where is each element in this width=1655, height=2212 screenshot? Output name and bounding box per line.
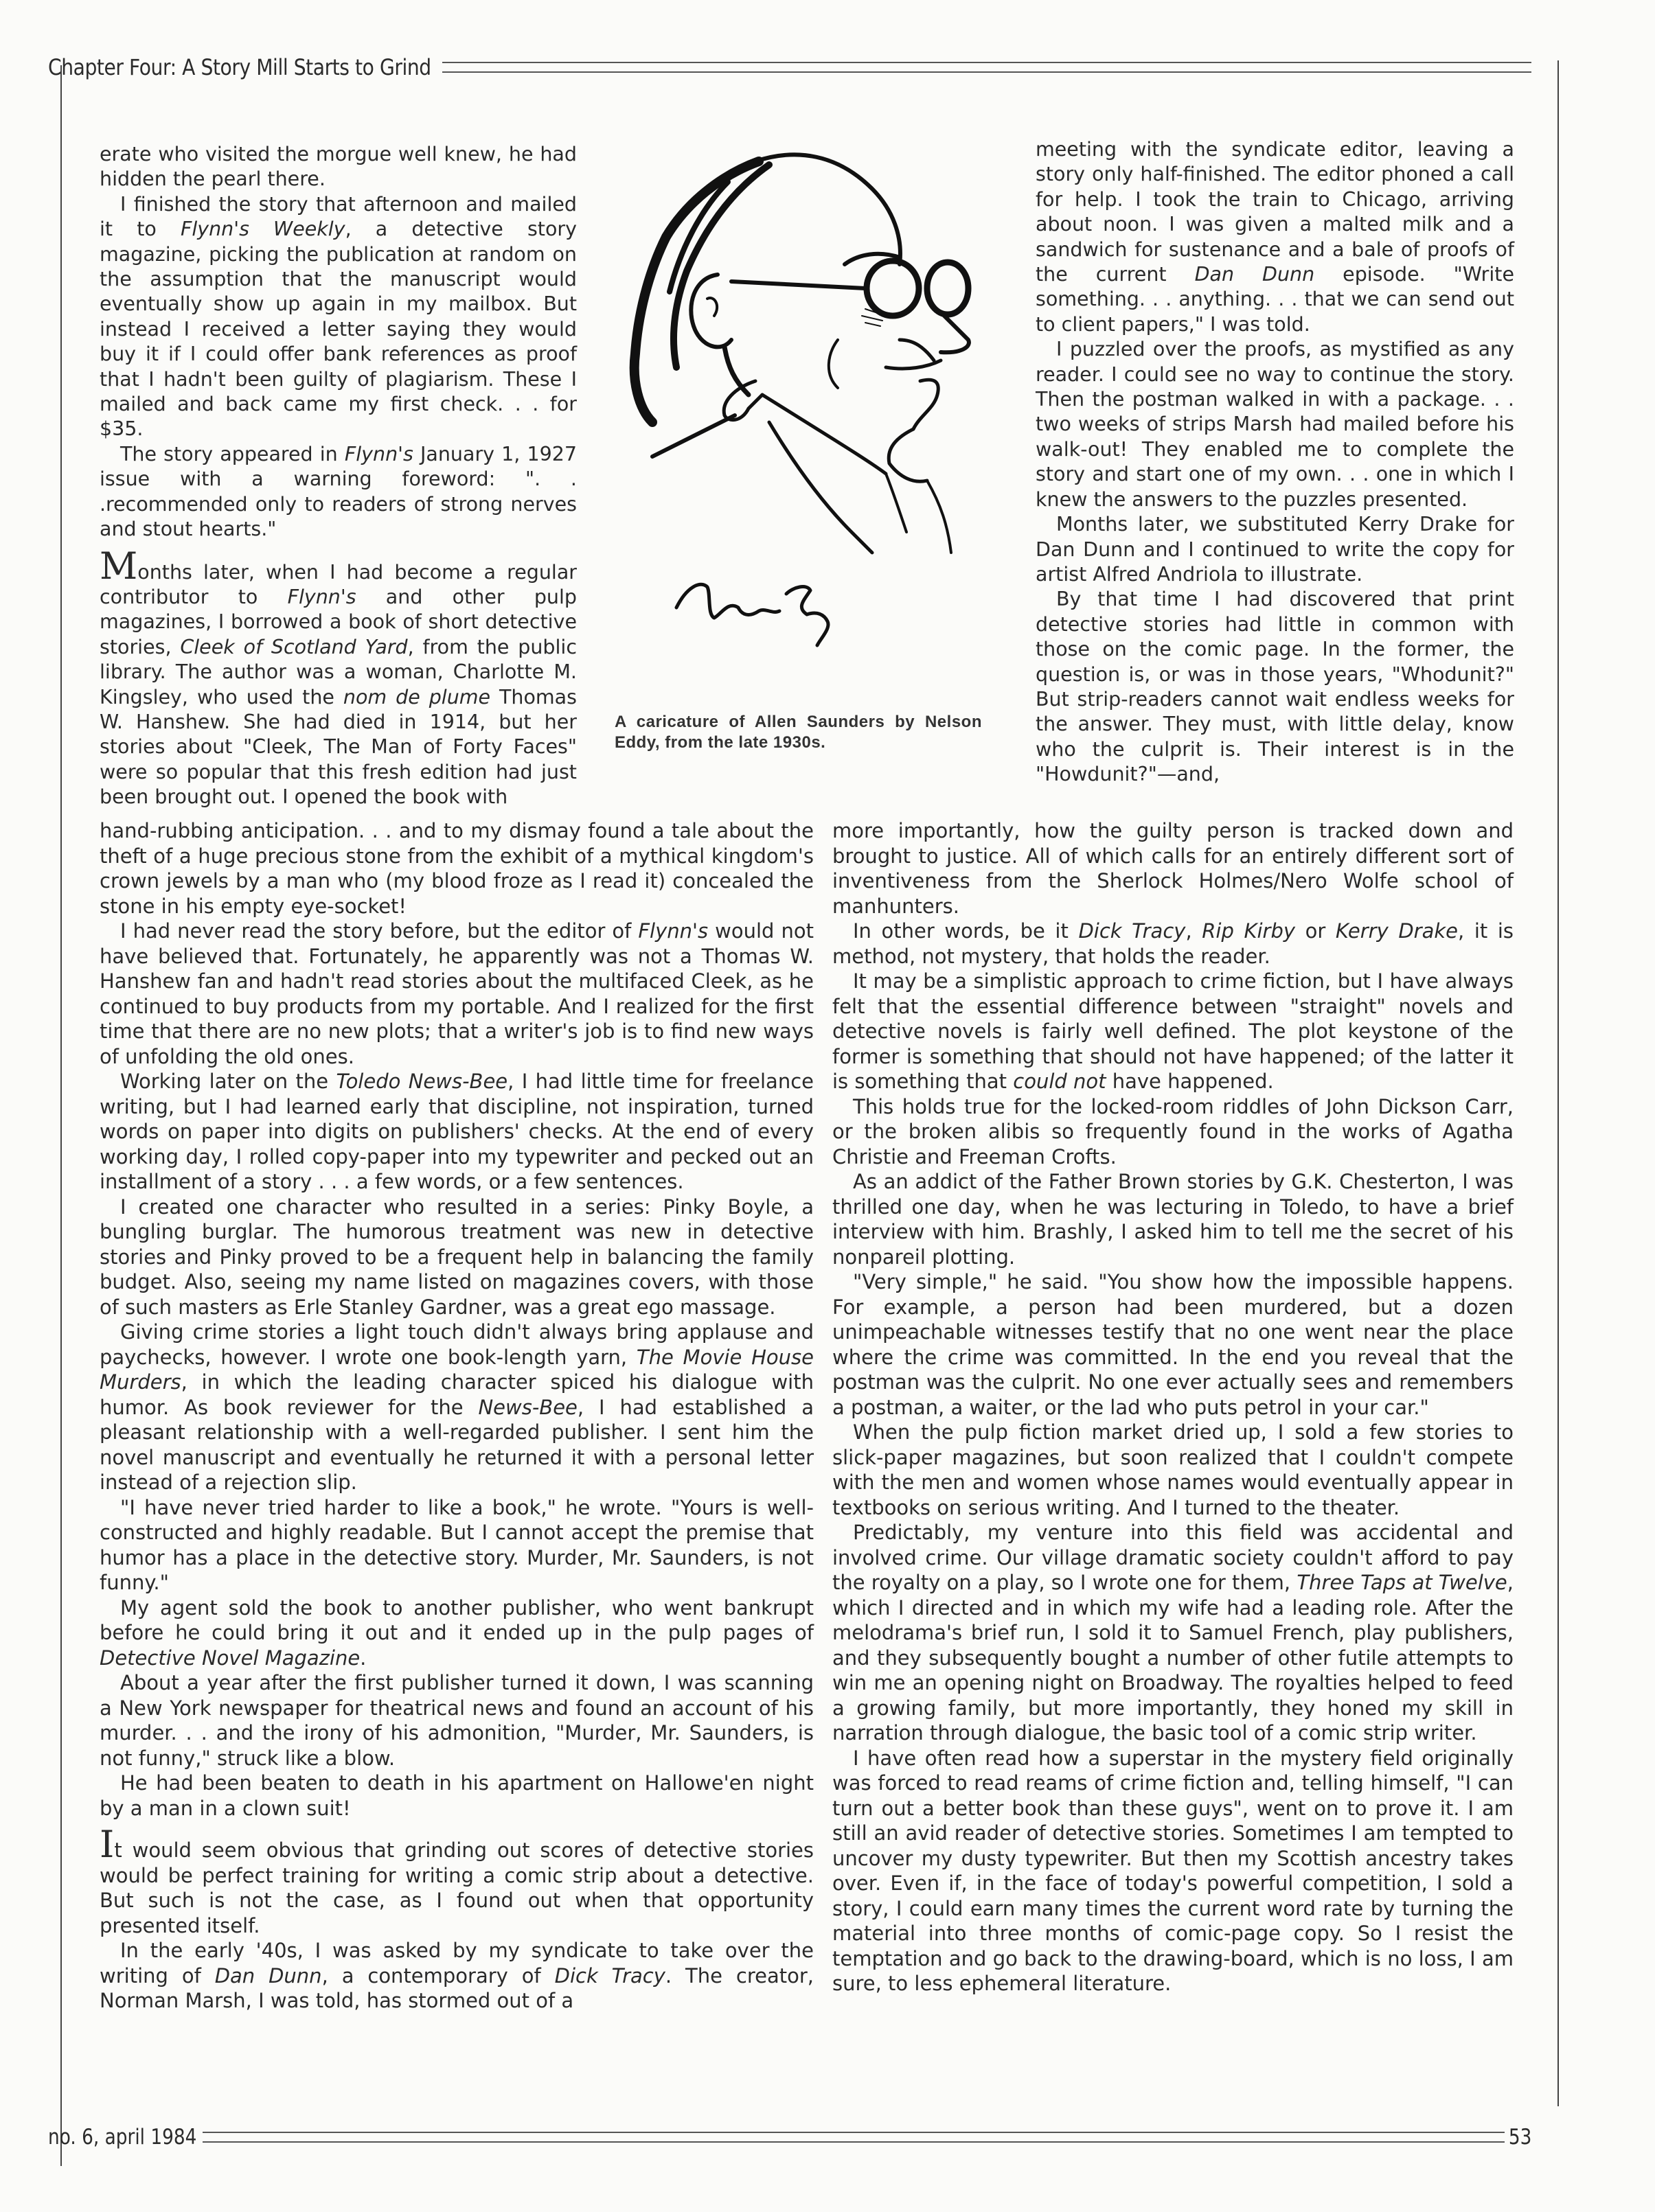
header-double-rule [442, 62, 1531, 73]
paragraph: He had been beaten to death in his apartment on Hallowe'en night by a man in a clown suit! [100, 1771, 814, 1820]
paragraph: My agent sold the book to another publisher, who went bankrupt before he could bring it out and it ended up in the pulp pages of Detective Novel Magazine. [100, 1595, 814, 1670]
right-margin-rule [1557, 60, 1559, 2106]
left-column-top [100, 142, 577, 810]
caricature-illustration [611, 134, 996, 697]
paragraph: meeting with the syndicate editor, leaving a story only half-finished. The editor phoned a call for help. I took the train to Chicago, arriving about noon. I was given a malted milk and a sandwich for sustenance and a bale of proofs of the current Dan Dunn episode. "Write something. . . anything. . . that we can send out to client papers," I was told. [1036, 138, 1515, 336]
running-footer [48, 2123, 1531, 2151]
issue-label: no. 6, april 1984 [48, 2125, 197, 2150]
figure-caption: A caricature of Allen Saunders by Nelson Eddy, from the late 1930s. [615, 713, 982, 752]
chapter-title: Chapter Four: A Story Mill Starts to Grind [48, 54, 431, 80]
paragraph: "I have never tried harder to like a book," he wrote. "Yours is well-constructed and highly readable. But I cannot accept the premise that humor has a place in the detective story. Murder, Mr. Saunders, is not funny." [100, 1495, 814, 1594]
paragraph: By that time I had discovered that print detective stories had little in common with those on the comic page. In the former, the question is, or was in those years, "Whodunit?" But strip-readers cannot wait endless weeks for the answer. They must, with little delay, know who the culprit is. Their interest is in the "Howdunit?"—and, [1036, 588, 1514, 786]
paragraph: It may be a simplistic approach to crime fiction, but I have always felt that the essential difference between "straight" novels and detective novels is fairly well defined. The plot keystone of the former is something that should not have happened; of the latter it is something that could not have happened. [832, 969, 1514, 1093]
paragraph: In the early '40s, I was asked by my syndicate to take over the writing of Dan Dunn, a contemporary of Dick Tracy. The creator, Norman Marsh, I was told, has stormed out of a [100, 1939, 814, 2012]
paragraph: Months later, we substituted Kerry Drake for Dan Dunn and I continued to write the copy for artist Alfred Andriola to illustrate. [1036, 513, 1514, 586]
paragraph: In other words, be it Dick Tracy, Rip Kirby or Kerry Drake, it is method, not mystery, that holds the reader. [832, 919, 1514, 968]
paragraph: I created one character who resulted in a series: Pinky Boyle, a bungling burglar. The humorous treatment was new in detective stories and Pinky proved to be a frequent help in balancing the family budget. Also, seeing my name listed on magazines covers, with those of such masters as Erle Stanley Gardner, was a great ego massage. [100, 1195, 814, 1319]
paragraph: The story appeared in Flynn's January 1, 1927 issue with a warning foreword: ". . .recommended only to readers of strong nerves and stout hearts." [100, 442, 577, 541]
paragraph: As an addict of the Father Brown stories by G.K. Chesterton, I was thrilled one day, when he was lecturing in Toledo, to have a brief interview with him. Brashly, I asked him to tell me the secret of his nonpareil plotting. [832, 1170, 1514, 1269]
paragraph: When the pulp fiction market dried up, I sold a few stories to slick-paper magazines, but soon realized that I couldn't compete with the men and women whose names would eventually appear in textbooks on serious writing. And I turned to the theater. [832, 1420, 1514, 1519]
paragraph: Working later on the Toledo News-Bee, I had little time for freelance writing, but I had learned early that discipline, not inspiration, turned words on paper into digits on publishers' checks. At the end of every working day, I rolled copy-paper into my typewriter and pecked out an installment of a story . . . a few words, or a few sentences. [100, 1070, 814, 1193]
paragraph: I have often read how a superstar in the mystery field originally was forced to read reams of crime fiction and, telling himself, "I can turn out a better book than these guys", went on to prove it. I am still an avid reader of detective stories. Sometimes I am tempted to uncover my dusty typewriter. But then my Scottish ancestry takes over. Even if, in the face of today's powerful competition, I sold a story, I could earn many times the current word rate by turning the material into three months of comic-page copy. So I resist the temptation and go back to the drawing-board, which is no loss, I am sure, to less ephemeral literature. [832, 1746, 1514, 1995]
paragraph: Giving crime stories a light touch didn't always bring applause and paychecks, however. I wrote one book-length yarn, The Movie House Murders, in which the leading character spiced his dialogue with humor. As book reviewer for the News-Bee, I had established a pleasant relationship with a well-regarded publisher. I sent him the novel manuscript and eventually he returned it with a personal letter instead of a rejection slip. [100, 1320, 814, 1494]
paragraph: I finished the story that afternoon and mailed it to Flynn's Weekly, a detective story magazine, picking the publication at random on the assumption that the manuscript would eventually show up again in my mailbox. But instead I received a letter saying they would buy it if I could offer bank references as proof that I hadn't been guilty of plagiarism. These I mailed and back came my first check. . . for $35. [100, 192, 577, 441]
drop-cap: I [100, 1823, 115, 1866]
caricature-drawing-icon [611, 134, 996, 697]
paragraph: "Very simple," he said. "You show how the impossible happens. For example, a person had been murdered, but a dozen unimpeachable witnesses testify that no one went near the place where the crime was committed. In the end you reveal that the postman was the culprit. No one ever actually sees and remembers a postman, a waiter, or the lad who puts petrol in your car." [832, 1270, 1514, 1419]
paragraph: This holds true for the locked-room riddles of John Dickson Carr, or the broken alibis so frequently found in the works of Agatha Christie and Freeman Crofts. [832, 1094, 1514, 1168]
paragraph: I puzzled over the proofs, as mystified as any reader. I could see no way to continue the story. Then the postman walked in with a package. . . two weeks of strips Marsh had mailed before his walk-out! They enabled me to complete the story and start one of my own. . . one in which I knew the answers to the puzzles presented. [1036, 338, 1514, 511]
drop-cap: M [100, 544, 138, 588]
paragraph: more importantly, how the guilty person is tracked down and brought to justice. All of which calls for an entirely different sort of inventiveness from the Sherlock Holmes/Nero Wolfe school of manhunters. [832, 819, 1514, 918]
right-column-bottom [832, 818, 1514, 1996]
page-number: 53 [1508, 2125, 1531, 2150]
section-start-paragraph: Months later, when I had become a regular contributor to Flynn's and other pulp magazines, I borrowed a book of short detective stories, Cleek of Scotland Yard, from the public library. The author was a woman, Charlotte M. Kingsley, who used the nom de plume Thomas W. Hanshew. She had died in 1914, but her stories about "Cleek, The Man of Forty Faces" were so popular that this fresh edition had just been brought out. I opened the book with [100, 544, 577, 809]
paragraph: I had never read the story before, but the editor of Flynn's would not have believed that. Fortunately, he apparently was not a Thomas W. Hanshew fan and hadn't read stories about the multifaced Cleek, as he continued to buy products from my portable. And I realized for the first time that there are no new plots; that a writer's job is to find new ways of unfolding the old ones. [100, 919, 814, 1068]
paragraph: About a year after the first publisher turned it down, I was scanning a New York newspaper for theatrical news and found an account of his murder. . . and the irony of his admonition, "Murder, Mr. Saunders, is not funny," struck like a blow. [100, 1671, 814, 1770]
paragraph: Predictably, my venture into this field was accidental and involved crime. Our village dramatic society couldn't afford to pay the royalty on a play, so I wrote one for them, Three Taps at Twelve, which I directed and in which my wife had a leading role. After the melodrama's brief run, I sold it to Samuel French, play publishers, and they subsequently bought a number of other futile attempts to win me an opening night on Broadway. The royalties helped to feed a growing family, but more importantly, they honed my skill in narration through dialogue, the basic tool of a comic strip writer. [832, 1521, 1514, 1744]
right-column-top [1036, 137, 1514, 787]
footer-double-rule [203, 2132, 1505, 2143]
left-margin-rule [60, 65, 62, 2166]
left-column-bottom [100, 818, 814, 2014]
running-header [48, 54, 1531, 81]
paragraph: erate who visited the morgue well knew, he had hidden the pearl there. [100, 143, 577, 191]
paragraph: hand-rubbing anticipation. . . and to my dismay found a tale about the theft of a huge precious stone from the exhibit of a mythical kingdom's crown jewels by a man who (my blood froze as I read it) concealed the stone in his empty eye-socket! [100, 819, 814, 918]
section-start-paragraph: It would seem obvious that grinding out scores of detective stories would be perfect training for writing a comic strip about a detective. But such is not the case, as I found out when that opportunity presented itself. [100, 1823, 814, 1937]
